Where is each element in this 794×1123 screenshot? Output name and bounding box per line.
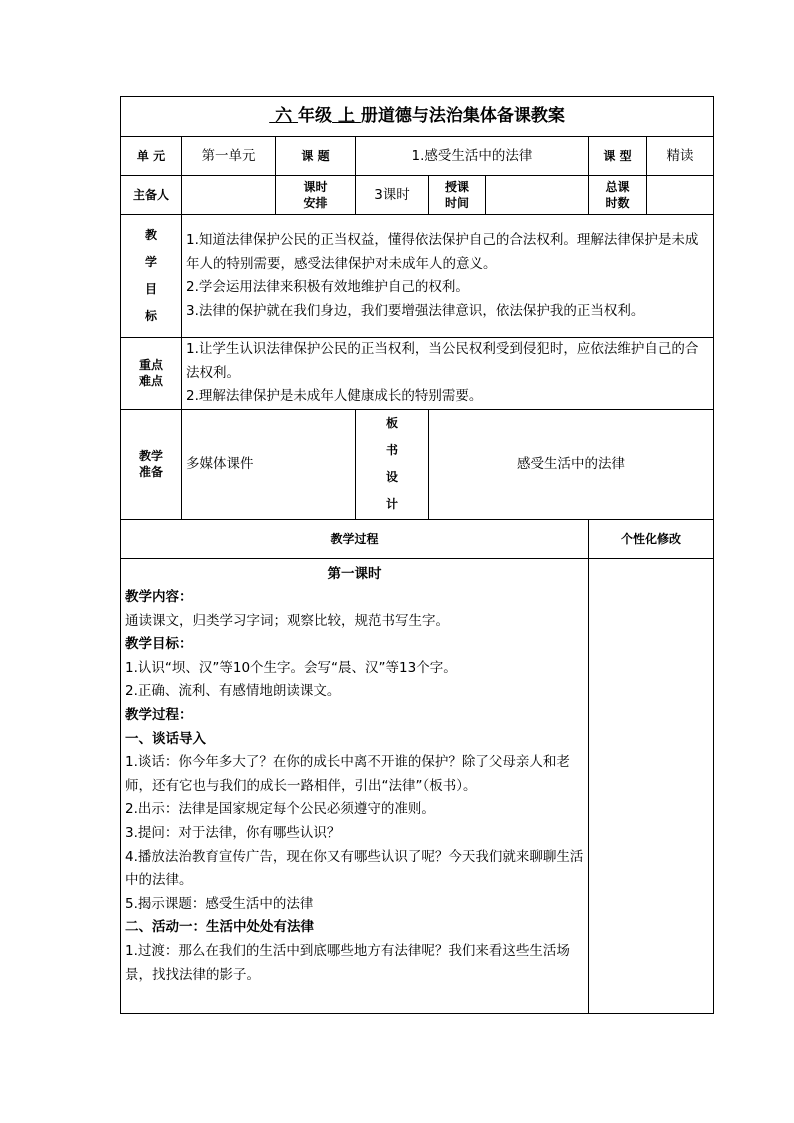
teach-time-value xyxy=(486,176,589,215)
objective-item: 2.学会运用法律来积极有效地维护自己的权利。 xyxy=(186,279,469,295)
schedule-value: 3课时 xyxy=(356,176,429,215)
total-value xyxy=(647,176,714,215)
title-volume: 上 xyxy=(337,106,355,126)
board-value: 感受生活中的法律 xyxy=(429,409,714,519)
section1-item: 4.播放法治教育宣传广告，现在你又有哪些认识了呢？今天我们就来聊聊生活中的法律。 xyxy=(125,848,584,889)
total-label: 总课 时数 xyxy=(589,176,647,215)
process-header-right: 个性化修改 xyxy=(589,519,714,558)
key-points-row xyxy=(121,338,714,410)
unit-value: 第一单元 xyxy=(182,137,276,176)
lesson-plan-page xyxy=(120,96,713,1014)
objectives-content xyxy=(182,215,714,338)
topic-label: 课 题 xyxy=(276,137,356,176)
unit-label: 单 元 xyxy=(121,137,182,176)
key-points-label: 重点 难点 xyxy=(121,338,182,410)
goal-item: 1.认识“坝、汉”等10个生字。会写“晨、汉”等13个字。 xyxy=(125,659,457,676)
content-heading: 教学内容： xyxy=(125,589,193,606)
steps-heading: 教学过程： xyxy=(125,707,193,724)
objectives-label: 教 学 目 标 xyxy=(121,215,182,338)
goal-item: 2.正确、流利、有感情地朗读课文。 xyxy=(125,683,341,700)
objectives-row xyxy=(121,215,714,338)
section1-heading: 一、谈话导入 xyxy=(125,730,206,747)
process-header-left: 教学过程 xyxy=(121,519,589,558)
objective-item: 1.知道法律保护公民的正当权益，懂得依法保护自己的合法权利。理解法律保护是未成年人的特别需要，感受法律保护对未成年人的意义。 xyxy=(186,232,699,272)
preparer-label: 主备人 xyxy=(121,176,182,215)
goals-heading: 教学目标： xyxy=(125,636,193,653)
section2-item: 1.过渡：那么在我们的生活中到底哪些地方有法律呢？我们来看这些生活场景，找找法律的影子。 xyxy=(125,943,570,983)
section1-item: 5.揭示课题：感受生活中的法律 xyxy=(125,895,314,912)
teach-time-label: 授课 时间 xyxy=(429,176,486,215)
lesson-plan-table xyxy=(120,96,714,1014)
process-content xyxy=(121,558,589,1013)
section1-item: 3.提问：对于法律，你有哪些认识？ xyxy=(125,825,341,842)
title-row xyxy=(121,97,714,137)
schedule-row xyxy=(121,176,714,215)
section2-heading: 二、活动一：生活中处处有法律 xyxy=(125,919,314,936)
prep-value: 多媒体课件 xyxy=(182,409,356,519)
title-grade: 六 xyxy=(275,106,293,126)
section1-item: 1.谈话：你今年多大了？在你的成长中离不开谁的保护？除了父母亲人和老师，还有它也与我们的成长一路相伴，引出“法律”（板书）。 xyxy=(125,754,570,794)
process-header-row xyxy=(121,519,714,558)
key-point-item: 2.理解法律保护是未成年人健康成长的特别需要。 xyxy=(186,388,483,404)
title-grade-suffix: 年级 xyxy=(298,106,333,126)
key-points-content xyxy=(182,338,714,410)
lesson-title: 第一课时 xyxy=(327,565,382,582)
prep-label: 教学 准备 xyxy=(121,409,182,519)
type-value: 精读 xyxy=(647,137,714,176)
board-label: 板 书 设 计 xyxy=(356,409,429,519)
page-title xyxy=(121,97,714,137)
content-text: 通读课文，归类学习字词；观察比较，规范书写生字。 xyxy=(125,612,449,629)
prep-row xyxy=(121,409,714,519)
objective-item: 3.法律的保护就在我们身边，我们要增强法律意识，依法保护我的正当权利。 xyxy=(186,302,645,319)
schedule-label: 课时 安排 xyxy=(276,176,356,215)
type-label: 课 型 xyxy=(589,137,647,176)
title-rest: 册道德与法治集体备课教案 xyxy=(360,106,565,126)
preparer-value xyxy=(182,176,276,215)
personal-notes-cell xyxy=(589,558,714,1013)
topic-value: 1.感受生活中的法律 xyxy=(356,137,589,176)
unit-row xyxy=(121,137,714,176)
process-row xyxy=(121,558,714,1013)
key-point-item: 1.让学生认识法律保护公民的正当权利，当公民权利受到侵犯时，应依法维护自己的合法权利。 xyxy=(186,341,699,381)
section1-item: 2.出示：法律是国家规定每个公民必须遵守的准则。 xyxy=(125,801,435,818)
